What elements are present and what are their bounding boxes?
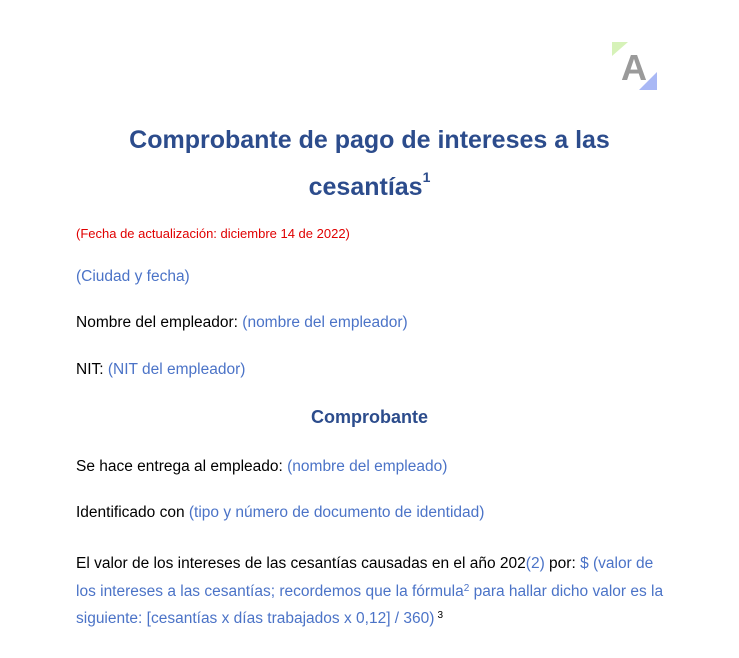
footnote-ref-3: 3 [437, 610, 443, 621]
id-placeholder: (tipo y número de documento de identidad) [188, 504, 485, 521]
id-label: Identificado con [76, 504, 189, 521]
id-line [76, 504, 484, 522]
footnote-ref-2: 2 [463, 582, 470, 594]
employer-label: Nombre del empleador: [76, 314, 243, 331]
title-footnote-ref: 1 [422, 169, 431, 185]
para-text2: por: [544, 555, 581, 572]
deliver-placeholder: (nombre del empleado) [287, 458, 448, 475]
nit-placeholder: (NIT del empleador) [107, 361, 246, 378]
year-placeholder: (2) [525, 555, 545, 572]
deliver-line [76, 458, 447, 476]
para-text1: El valor de los intereses de las cesantías causadas en el año 202 [76, 555, 526, 572]
employer-placeholder: (nombre del empleador) [242, 314, 408, 331]
update-note: (Fecha de actualización: diciembre 14 de 2022) [76, 226, 350, 241]
title-word: cesantías [308, 173, 423, 201]
value-placeholder-1: $ (valor de los intereses a las cesantías; recordemos que la fórmula [76, 555, 654, 600]
section-title: Comprobante [311, 407, 428, 427]
value-paragraph [76, 550, 676, 633]
value-placeholder-2: para hallar dicho valor es la siguiente: [cesantías x días trabajados x 0,12] / 360) [76, 582, 664, 627]
nit-label: NIT: [76, 361, 108, 378]
nit-line [76, 361, 245, 379]
city-date-placeholder: (Ciudad y fecha) [76, 268, 190, 285]
brand-logo-icon [612, 42, 657, 90]
employer-line [76, 314, 408, 332]
deliver-label: Se hace entrega al empleado: [76, 458, 288, 475]
logo-letter: A [621, 47, 647, 88]
document-title-line2 [0, 169, 739, 202]
document-title: Comprobante de pago de intereses a las [129, 126, 610, 154]
